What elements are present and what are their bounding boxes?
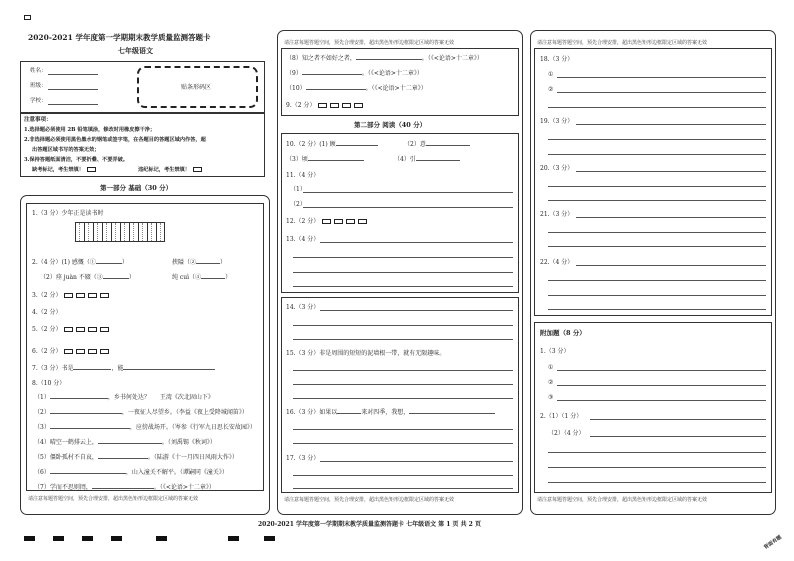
q4-label: 4.（2 分）	[32, 309, 62, 316]
page-footer: 2020-2021 学年度第一学期期末教学质量监测答题卡 七年级语文 第 1 页 共 2 页	[258, 521, 481, 528]
q16-blank[interactable]	[337, 413, 361, 414]
q2-2-blank[interactable]	[196, 263, 220, 264]
e2-2-answer-line-2[interactable]	[548, 452, 766, 453]
e2-2-label: （2）（4 分）	[548, 430, 585, 437]
q13-answer-line-2[interactable]	[293, 257, 513, 258]
p8-row	[286, 55, 483, 62]
q22-answer-line-1[interactable]	[576, 265, 766, 266]
school-label: 学校：	[30, 98, 47, 104]
poem-3-post: ，应傍战场开。	[129, 424, 172, 431]
q9-choice-a[interactable]	[318, 103, 327, 108]
violation-mark-text: 违纪标记，考生禁填！	[138, 167, 190, 173]
q6-choice-d[interactable]	[100, 349, 109, 354]
poem-2-blank[interactable]	[50, 413, 122, 414]
q10-row2	[286, 156, 364, 163]
poem-1-pre: （1）	[34, 394, 50, 401]
p9-src: 。（《<论语>十二章》）	[361, 70, 423, 77]
poem-2-src: （李益《夜上受降城闻笛》）	[175, 409, 248, 416]
q6-choice-a[interactable]	[64, 349, 73, 354]
col2-writing-area	[281, 297, 519, 493]
q3-choice-b[interactable]	[76, 293, 85, 298]
q2-3-label: （2）痉 juàn 不辍（③	[40, 274, 103, 281]
q7-row	[32, 365, 215, 372]
q5-choice-d[interactable]	[100, 327, 109, 332]
absent-mark-text: 缺考标记，考生禁填！	[32, 167, 84, 173]
q5-choice-c[interactable]	[88, 327, 97, 332]
q3-choice-d[interactable]	[100, 293, 109, 298]
p8-pre: （8）知之者不如好之者，	[286, 55, 356, 62]
poem-4-pre: （4）晴空一鹤排云上，	[34, 439, 98, 446]
q11-2-label: （2）	[290, 201, 306, 208]
q5-choice-b[interactable]	[76, 327, 85, 332]
alignment-mark	[156, 536, 167, 541]
q21-answer-line-1[interactable]	[576, 217, 766, 218]
q9-choice-b[interactable]	[330, 103, 339, 108]
q2-line2-right	[172, 274, 231, 281]
p9-blank[interactable]	[302, 74, 362, 75]
part1-footer-notice: 请注意每题答题空间，预先合理安排，超出黑色矩形边框限定区域的答案无效	[28, 496, 199, 502]
e1-2-answer-line[interactable]	[557, 385, 766, 386]
poem-5-pre: （5）僵卧孤村不自哀，	[34, 454, 98, 461]
part2-title: 第二部分 阅读（40 分）	[354, 121, 427, 129]
poem-2-post: ，一夜征人尽望乡。	[121, 409, 176, 416]
q12-choice-d[interactable]	[358, 219, 367, 224]
q2-4-blank[interactable]	[201, 278, 225, 279]
col3-answer-area	[534, 48, 772, 316]
q10-row1	[286, 141, 378, 148]
e1-3-label: ③	[548, 394, 554, 401]
poem-6-pre: （6）	[34, 469, 50, 476]
q13-answer-line-4[interactable]	[293, 286, 513, 287]
q16-label-2: 来对四季，我想，	[361, 409, 410, 416]
alignment-mark	[24, 536, 35, 541]
q11-2-answer-line[interactable]	[303, 207, 513, 208]
q2-line1-left	[32, 259, 128, 266]
q20-answer-line-2[interactable]	[548, 186, 766, 187]
name-label: 姓名：	[30, 68, 47, 74]
q10-3-label: （3）顷	[286, 156, 308, 163]
alignment-mark	[111, 536, 122, 541]
alignment-mark	[53, 536, 64, 541]
q5-row	[32, 326, 109, 333]
poem-6-blank[interactable]	[50, 473, 126, 474]
poem-6-post: ，山入潼关不解平。	[125, 469, 180, 476]
q13-answer-line-1[interactable]	[320, 242, 513, 243]
col3-header-notice: 请注意每题答题空间，预先合理安排，超出黑色矩形边框限定区域的答案无效	[537, 40, 708, 46]
q2-2-label: 挟隘（②	[172, 259, 197, 266]
back-page-stamp: 背面有题	[763, 534, 783, 551]
q9-label: 9.（2 分）	[286, 102, 316, 109]
poem-5-post: 。	[147, 454, 154, 461]
q2-1-blank[interactable]	[96, 263, 122, 264]
p8-src: 。（《<论语>十二章》）	[421, 55, 483, 62]
p8-blank[interactable]	[356, 59, 422, 60]
q2-3-close: ）	[128, 274, 135, 281]
q10-4-label: （4）引	[394, 156, 416, 163]
q17-answer-line-2[interactable]	[293, 475, 513, 476]
poem-5-blank[interactable]	[98, 458, 148, 459]
q14-answer-line-3[interactable]	[293, 339, 513, 340]
q10-1-label: 10.（2 分）(1) 顾	[286, 141, 336, 148]
notes-item-2: 2.非选择题必须使用黑色墨水的钢笔或签字笔，在各题目的答题区域内作答，超	[24, 137, 206, 143]
p10-pre: （10）	[286, 85, 306, 92]
name-field[interactable]	[48, 74, 98, 75]
q22-label: 22.（4 分）	[540, 259, 574, 266]
poem-1-post: ，乡书何处达？	[107, 394, 150, 401]
poem-6-src: （谭嗣同《潼关》）	[179, 469, 228, 476]
q2-3-blank[interactable]	[103, 278, 129, 279]
q18-1-label: ①	[548, 71, 554, 78]
poem-1-blank[interactable]	[50, 398, 108, 399]
violation-mark-box[interactable]	[193, 167, 202, 172]
q16-answer-line-2[interactable]	[293, 443, 513, 444]
barcode-label: 贴条形码区	[181, 84, 212, 91]
violation-mark-label	[138, 167, 202, 174]
q9-row	[286, 102, 363, 109]
p9-row	[286, 70, 423, 77]
q21-label: 21.（3 分）	[540, 211, 574, 218]
school-field[interactable]	[48, 104, 98, 105]
q2-4-label: 纯 cuì（④	[172, 274, 202, 281]
q19-label: 19.（3 分）	[540, 118, 574, 125]
q7-label-2: ，能	[111, 365, 124, 372]
poem-6	[34, 469, 228, 476]
absent-mark-box[interactable]	[87, 167, 96, 172]
q15-answer-line-1[interactable]	[293, 370, 513, 371]
q7-blank-1[interactable]	[73, 369, 111, 370]
q18-1-answer-line[interactable]	[557, 77, 766, 78]
alignment-mark	[228, 536, 239, 541]
q17-label: 17.（3 分）	[286, 455, 320, 462]
q14-answer-line-1[interactable]	[320, 310, 513, 311]
q7-blank-2[interactable]	[123, 369, 215, 370]
poem-7-blank[interactable]	[92, 488, 154, 489]
e1-1-answer-line[interactable]	[557, 370, 766, 371]
q22-answer-line-2[interactable]	[548, 280, 766, 281]
poem-3-src: （岑参《行军九日思长安故园》）	[171, 424, 256, 431]
q16-row	[286, 409, 495, 416]
q2-1-close: ）	[121, 259, 128, 266]
poem-2-pre: （2）	[34, 409, 50, 416]
q9-choice-d[interactable]	[354, 103, 363, 108]
q9-choice-c[interactable]	[342, 103, 351, 108]
notes-item-1: 1.选择题必须使用 2B 铅笔填涂，修改时用橡皮擦干净；	[24, 127, 156, 133]
q11-1-label: （1）	[290, 186, 306, 193]
poem-4-post: 。	[161, 439, 168, 446]
q18-2-answer-line[interactable]	[557, 92, 766, 93]
q14-answer-line-2[interactable]	[293, 325, 513, 326]
q6-row	[32, 348, 109, 355]
q16-blank-2[interactable]	[409, 413, 495, 414]
poem-4-blank[interactable]	[98, 443, 162, 444]
q18-label: 18.（3 分）	[540, 56, 574, 63]
q18-answer-line-3[interactable]	[548, 107, 766, 108]
q6-choice-c[interactable]	[88, 349, 97, 354]
notes-item-4: 3.保持答题纸面清洁，不要折叠、不要弄破。	[24, 157, 128, 163]
q11-label: 11.（4 分）	[286, 172, 320, 179]
q3-choice-c[interactable]	[88, 293, 97, 298]
e1-3-answer-line[interactable]	[557, 400, 766, 401]
poem-7-pre: （7）学而不思则罔，	[34, 484, 92, 491]
q12-row	[286, 218, 367, 225]
poem-5-src: （陆游《十一月四日风雨大作》）	[153, 454, 238, 461]
q13-label: 13.（4 分）	[286, 236, 320, 243]
q2-1-label: 2.（4 分）(1) 感慨（①	[32, 259, 96, 266]
e1-2-label: ②	[548, 379, 554, 386]
q6-label: 6.（2 分）	[32, 348, 62, 355]
p10-blank[interactable]	[306, 89, 366, 90]
q22-answer-line-4[interactable]	[548, 309, 766, 310]
subject-title: 七年级语文	[118, 46, 153, 55]
q15-answer-line-2[interactable]	[293, 384, 513, 385]
q17-answer-line-1[interactable]	[320, 461, 513, 462]
class-label: 班级：	[30, 83, 47, 89]
q3-choice-a[interactable]	[64, 293, 73, 298]
poem-1	[34, 394, 214, 401]
e2-2-answer-line-3[interactable]	[548, 467, 766, 468]
poem-4-src: （刘禹锡《秋词》）	[167, 439, 216, 446]
q19-answer-line-1[interactable]	[576, 124, 766, 125]
q19-answer-line-2[interactable]	[548, 139, 766, 140]
col2-header-notice: 请注意每题答题空间，预先合理安排，超出黑色矩形边框限定区域的答案无效	[284, 40, 455, 46]
q2-4-close: ）	[225, 274, 232, 281]
q18-2-label: ②	[548, 86, 554, 93]
p9-pre: （9）	[286, 70, 302, 77]
alignment-mark	[82, 536, 93, 541]
poem-7-post: 。	[153, 484, 160, 491]
e2-1-label: 2.（1）（1 分）	[540, 413, 583, 420]
poem-3-pre: （3）	[34, 424, 50, 431]
poem-5	[34, 454, 238, 461]
q21-answer-line-2[interactable]	[548, 232, 766, 233]
q16-label: 16.（3 分）如果以	[286, 409, 338, 416]
q2-2-close: ）	[220, 259, 227, 266]
notes-heading: 注意事项：	[24, 117, 52, 123]
q1-writing-grid[interactable]	[75, 222, 165, 242]
extra-title: 附加题（8 分）	[540, 329, 586, 337]
q12-choice-a[interactable]	[322, 219, 331, 224]
q20-answer-line-1[interactable]	[576, 171, 766, 172]
p10-row	[286, 85, 427, 92]
q2-line1-right	[172, 259, 226, 266]
q8-label: 8.（10 分）	[32, 380, 66, 387]
poem-1-src: 王湾《次北固山下》	[159, 394, 214, 401]
poem-7	[34, 484, 215, 491]
q13-answer-line-3[interactable]	[293, 272, 513, 273]
notes-item-3: 出答题区域书写的答案无效；	[32, 147, 100, 153]
q3-row	[32, 292, 109, 299]
q19-answer-line-3[interactable]	[548, 154, 766, 155]
part1-answer-area	[26, 203, 264, 491]
q10-row2-right	[394, 156, 460, 163]
q15-label: 15.（3 分）非是周围的短短的泥墙根一带，就有无限趣味。	[286, 350, 446, 357]
e2-1-answer-line[interactable]	[590, 419, 766, 420]
q10-3-blank[interactable]	[308, 160, 364, 161]
q11-1-answer-line[interactable]	[303, 192, 513, 193]
q20-answer-line-3[interactable]	[548, 200, 766, 201]
q22-answer-line-3[interactable]	[548, 295, 766, 296]
q12-choice-b[interactable]	[334, 219, 343, 224]
poem-7-src: （《<论语>十二章》）	[159, 484, 215, 491]
col3-footer-notice: 请注意每题答题空间，预先合理安排，超出黑色矩形边框限定区域的答案无效	[537, 497, 708, 503]
poem-4	[34, 439, 216, 446]
q5-label: 5.（2 分）	[32, 326, 62, 333]
e1-1-label: ①	[548, 364, 554, 371]
alignment-mark	[264, 536, 275, 541]
class-field[interactable]	[48, 89, 98, 90]
q1-label: 1.（3 分）少年正是读书时	[32, 210, 104, 217]
q10-4-blank[interactable]	[416, 160, 460, 161]
q14-label: 14.（3 分）	[286, 304, 320, 311]
q10-2-label: （2）意	[404, 141, 426, 148]
page-title: 2020-2021 学年度第一学期期末教学质量监测答题卡	[28, 33, 211, 42]
e2-2-answer-line-4[interactable]	[548, 482, 766, 483]
q12-label: 12.（2 分）	[286, 218, 320, 225]
poem-3	[34, 424, 256, 431]
e2-2-answer-line-1[interactable]	[590, 436, 766, 437]
poem-2	[34, 409, 248, 416]
q10-row1-right	[404, 141, 470, 148]
q20-label: 20.（3 分）	[540, 165, 574, 172]
col2-footer-notice: 请注意每题答题空间，预先合理安排，超出黑色矩形边框限定区域的答案无效	[284, 497, 455, 503]
q17-answer-line-3[interactable]	[293, 488, 513, 489]
q10-2-blank[interactable]	[426, 145, 470, 146]
q7-label: 7.（3 分）书是	[32, 365, 74, 372]
q3-label: 3.（2 分）	[32, 292, 62, 299]
e1-label: 1.（3 分）	[540, 348, 570, 355]
q5-choice-a[interactable]	[64, 327, 73, 332]
poem-3-blank[interactable]	[50, 428, 130, 429]
q2-line2-left	[40, 274, 135, 281]
q21-answer-line-3[interactable]	[548, 246, 766, 247]
q16-answer-line-1[interactable]	[293, 429, 513, 430]
part1-title: 第一部分 基础（30 分）	[100, 184, 173, 192]
p10-src: 。（《<论语>十二章》）	[365, 85, 427, 92]
q12-choice-c[interactable]	[346, 219, 355, 224]
q10-1-blank[interactable]	[336, 145, 378, 146]
q6-choice-b[interactable]	[76, 349, 85, 354]
corner-square-mark	[24, 15, 31, 20]
absent-mark-label	[32, 167, 96, 174]
q15-answer-line-3[interactable]	[293, 398, 513, 399]
